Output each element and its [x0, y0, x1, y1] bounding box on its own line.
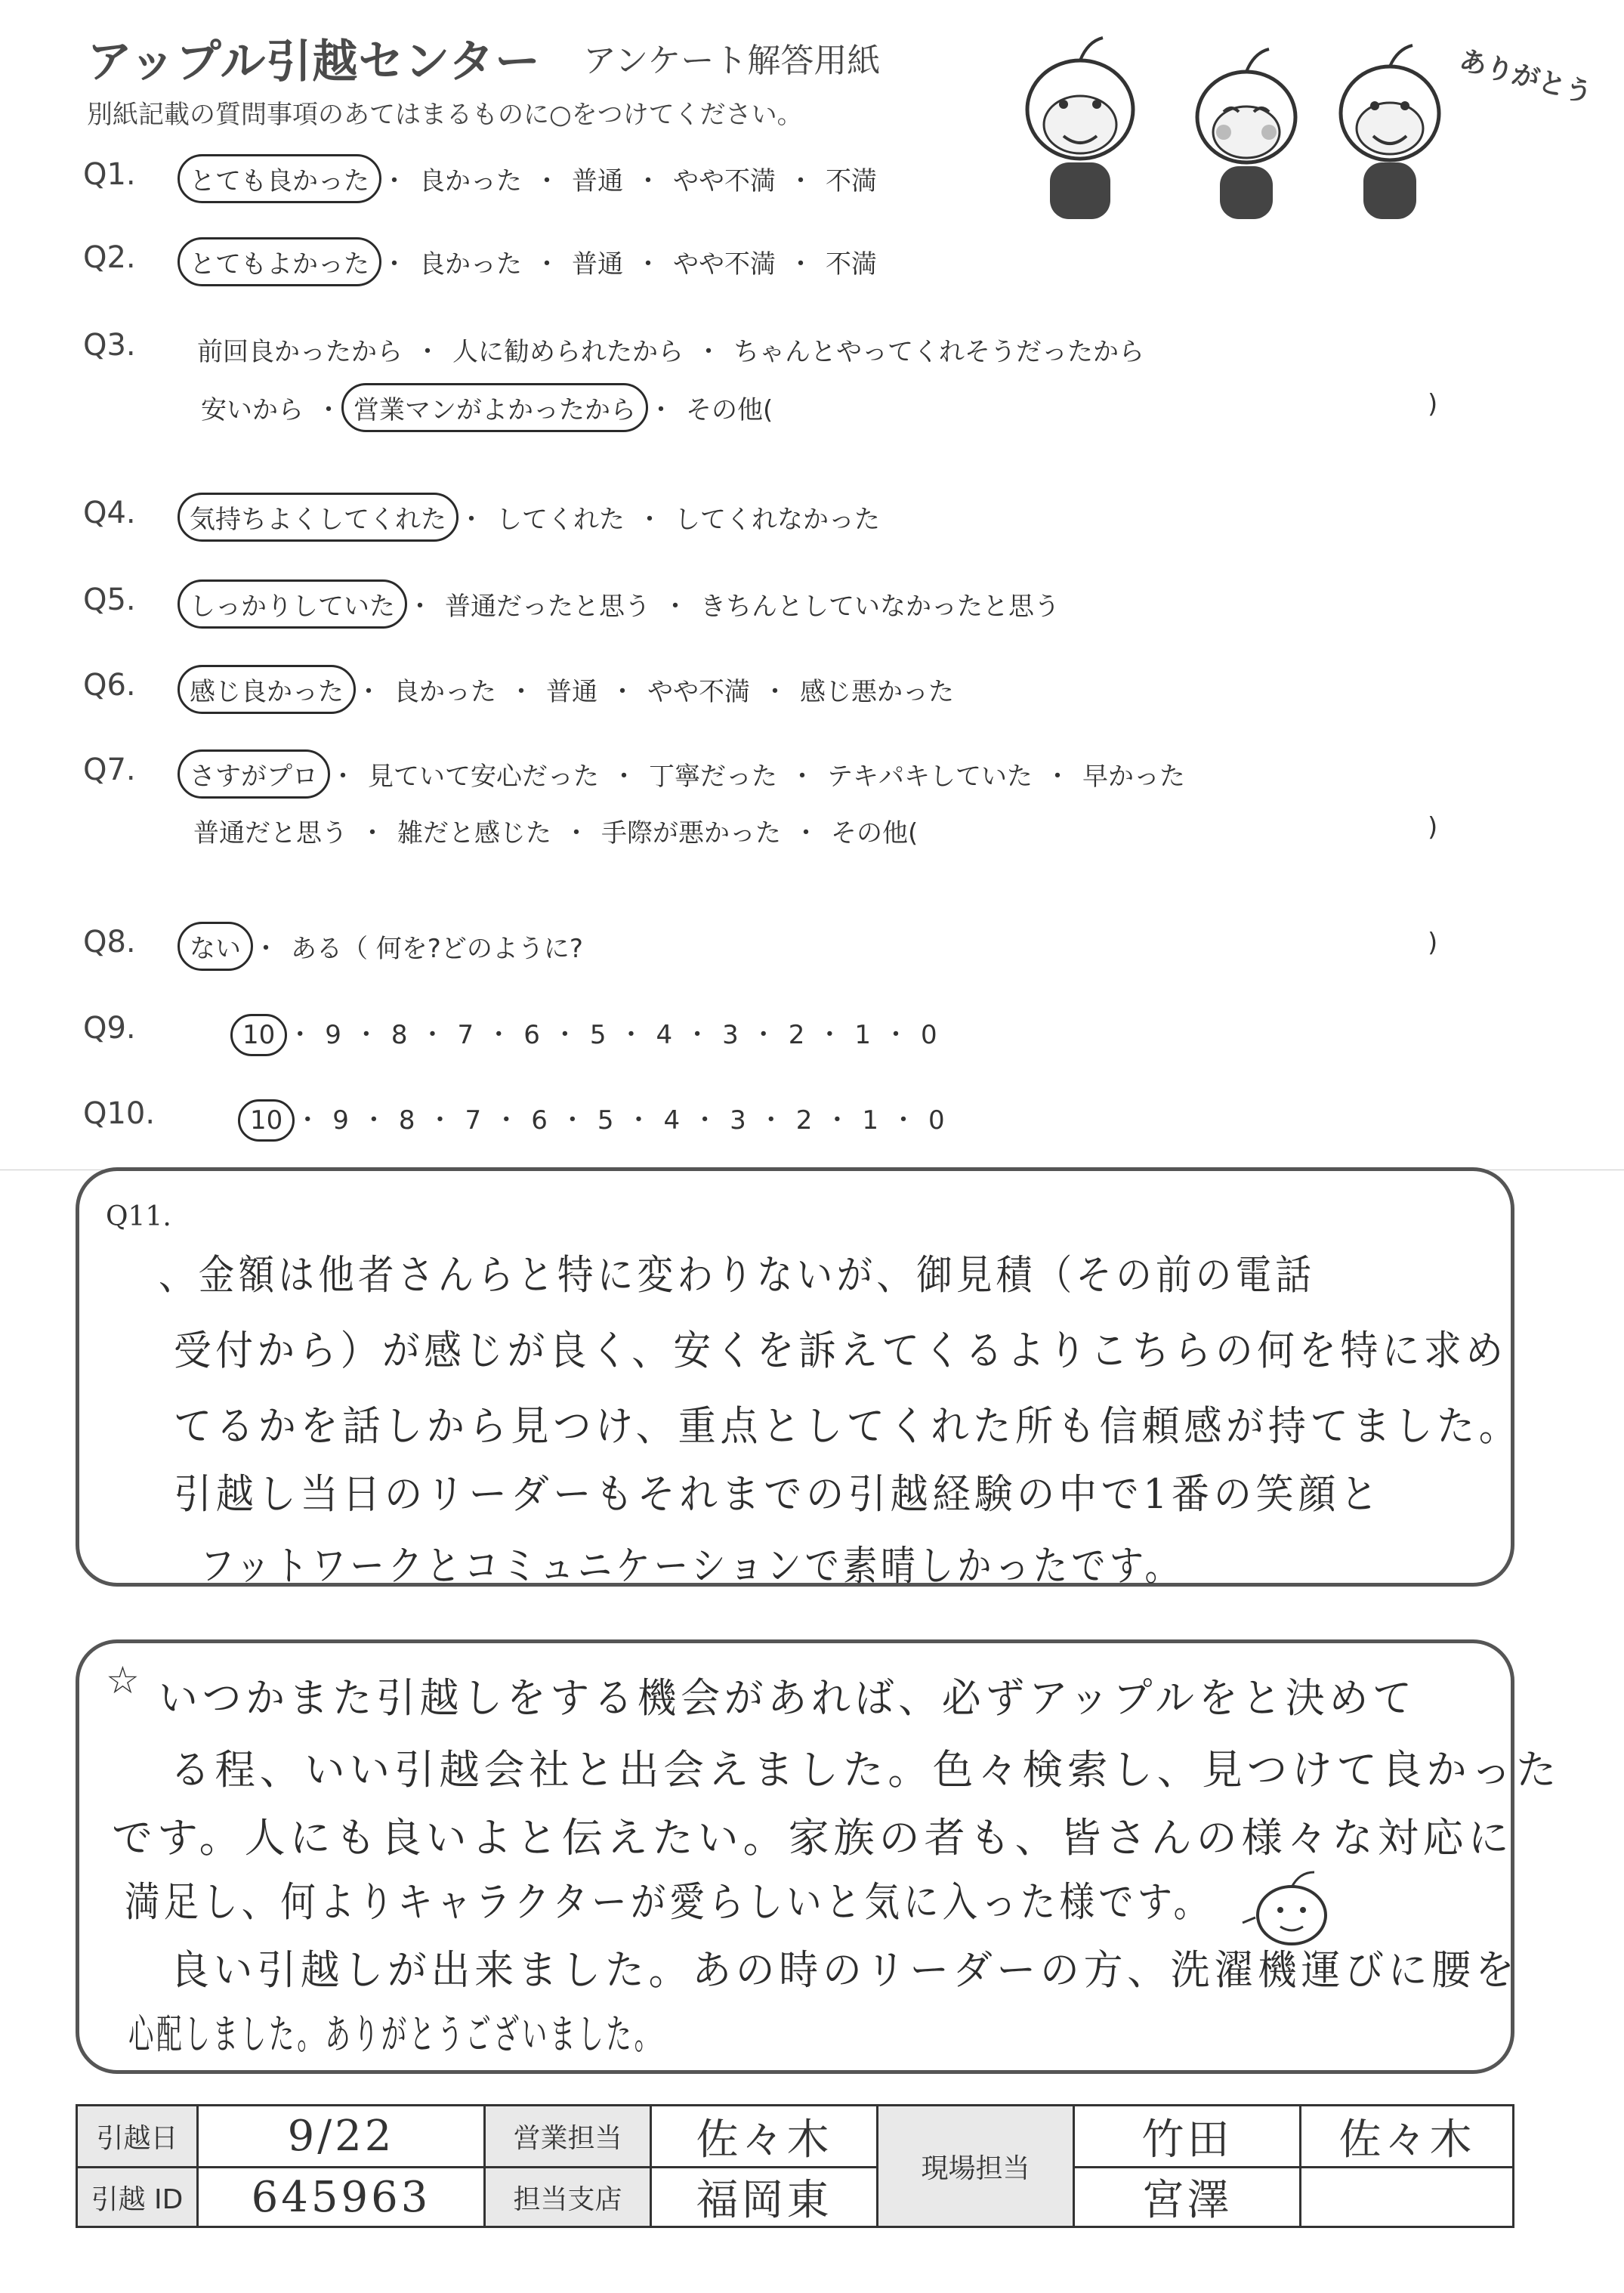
separator-dot: ・	[559, 1105, 585, 1136]
option[interactable]: 普通だったと思う	[445, 592, 650, 622]
separator-dot: ・	[662, 592, 688, 622]
option[interactable]: 見ていて安心だった	[368, 762, 599, 792]
option-circled[interactable]: ない	[185, 928, 245, 965]
site-staff-4-empty	[1301, 2168, 1512, 2226]
handwritten-line: 満足し、何よりキャラクターが愛らしいと気に入った様です。	[125, 1878, 1213, 1926]
separator-dot: ・	[817, 1020, 843, 1050]
option-row	[196, 389, 777, 426]
separator-dot: ・	[381, 249, 407, 280]
separator-dot: ・	[295, 1105, 321, 1136]
option[interactable]: 5	[589, 1020, 607, 1050]
separator-dot: ・	[1045, 762, 1070, 792]
separator-dot: ・	[415, 337, 440, 367]
option[interactable]: 雑だと感じた	[397, 818, 551, 848]
separator-dot: ・	[788, 166, 814, 196]
option-row	[185, 586, 1064, 623]
handwritten-line: いつかまた引越しをする機会があれば、必ずアップルをと決めて	[159, 1674, 1416, 1722]
option[interactable]: 1	[862, 1105, 879, 1136]
thanks-text: ありがとう	[1456, 45, 1596, 110]
option[interactable]: 不満	[826, 166, 877, 196]
question-label: Q9.	[83, 1011, 136, 1046]
option[interactable]: 普通	[546, 677, 597, 707]
separator-dot: ・	[316, 395, 341, 425]
handwritten-line: フットワークとコミュニケーションで素晴しかったです。	[200, 1542, 1183, 1590]
option[interactable]: 4	[656, 1020, 673, 1050]
survey-subtitle: アンケート解答用紙	[583, 42, 881, 80]
move-date-value: 9/22	[199, 2106, 486, 2166]
footer-table	[76, 2104, 1514, 2228]
separator-dot: ・	[883, 1020, 909, 1050]
close-paren: )	[1428, 928, 1438, 958]
question-label: Q4.	[83, 496, 136, 530]
option[interactable]: 普通	[572, 166, 623, 196]
option[interactable]: 良かった	[419, 166, 522, 196]
handwritten-line: 受付から）が感じが良く、安くを訴えてくるよりこちらの何を特に求め	[174, 1327, 1508, 1374]
handwritten-line: 心配しました。ありがとうございました。	[128, 2010, 662, 2058]
option[interactable]: 早かった	[1082, 762, 1185, 792]
option[interactable]: 8	[391, 1020, 408, 1050]
option-row	[245, 1099, 949, 1136]
separator-dot: ・	[824, 1105, 851, 1136]
separator-dot: ・	[637, 505, 662, 535]
handwritten-line: る程、いい引越会社と出会えました。色々検索し、見つけて良かった	[170, 1746, 1561, 1794]
separator-dot: ・	[534, 249, 560, 280]
separator-dot: ・	[419, 1020, 446, 1050]
survey-title: アップル引越センター	[87, 36, 541, 88]
handwritten-line: です。人にも良いよと伝えたい。家族の者も、皆さんの様々な対応に	[112, 1814, 1514, 1862]
monkey-mascot-icon	[1341, 45, 1439, 219]
option-circled[interactable]: 10	[238, 1020, 279, 1050]
handwritten-line: 引越し当日のリーダーもそれまでの引越経験の中で1番の笑顔と	[174, 1470, 1382, 1518]
separator-dot: ・	[360, 818, 385, 848]
q11-label: Q11.	[106, 1201, 171, 1232]
option[interactable]: 7	[457, 1020, 474, 1050]
option[interactable]: 0	[928, 1105, 945, 1136]
move-id-value: 645963	[199, 2168, 486, 2226]
option[interactable]: 人に勧められたから	[452, 337, 684, 367]
option[interactable]: 普通だと思う	[193, 818, 347, 848]
branch-label: 担当支店	[486, 2168, 652, 2226]
site-label: 現場担当	[878, 2106, 1075, 2226]
separator-dot: ・	[788, 249, 814, 280]
option[interactable]: 6	[531, 1105, 548, 1136]
row-divider	[78, 2166, 878, 2168]
question-label: Q6.	[83, 668, 136, 703]
separator-dot: ・	[635, 166, 661, 196]
row-divider	[1075, 2166, 1512, 2168]
option[interactable]: 3	[722, 1020, 739, 1050]
option-row	[189, 812, 922, 849]
close-paren: )	[1428, 389, 1438, 419]
option[interactable]: 9	[325, 1020, 341, 1050]
option[interactable]: 5	[597, 1105, 614, 1136]
option[interactable]: 3	[730, 1105, 746, 1136]
question-label: Q8.	[83, 925, 136, 960]
option[interactable]: テキパキしていた	[827, 762, 1033, 792]
monkey-face-doodle-icon	[1239, 1866, 1345, 1949]
option[interactable]: その他(	[831, 818, 919, 848]
option-circled[interactable]: 10	[245, 1105, 287, 1136]
site-staff-2: 宮澤	[1075, 2168, 1301, 2226]
option-circled[interactable]: しっかりしていた	[185, 586, 400, 623]
site-staff-3: 佐々木	[1338, 2115, 1475, 2165]
option[interactable]: きちんとしていなかったと思う	[700, 592, 1060, 622]
option[interactable]: 1	[854, 1020, 872, 1050]
option[interactable]: 感じ悪かった	[800, 677, 954, 707]
option-circled[interactable]: とてもよかった	[185, 243, 374, 280]
question-label: Q5.	[83, 583, 136, 617]
option[interactable]: してくれた	[496, 505, 625, 535]
separator-dot: ・	[789, 762, 815, 792]
option[interactable]: 良かった	[419, 249, 522, 280]
option-circled[interactable]: とても良かった	[185, 160, 374, 197]
option-row	[238, 1014, 942, 1051]
separator-dot: ・	[758, 1105, 784, 1136]
sales-label: 営業担当	[486, 2106, 652, 2166]
separator-dot: ・	[360, 1105, 387, 1136]
option[interactable]: 0	[921, 1020, 937, 1050]
separator-dot: ・	[563, 818, 589, 848]
option[interactable]: 2	[788, 1020, 805, 1050]
option[interactable]: 8	[398, 1105, 415, 1136]
option-row	[185, 243, 881, 280]
separator-dot: ・	[648, 395, 674, 425]
separator-dot: ・	[551, 1020, 578, 1050]
option[interactable]: ある（ 何を?どのように?	[291, 934, 583, 964]
option[interactable]: ちゃんとやってくれそうだったから	[733, 337, 1144, 367]
separator-dot: ・	[762, 677, 788, 707]
question-label: Q10.	[83, 1096, 156, 1131]
separator-dot: ・	[618, 1020, 644, 1050]
q11-answer-box	[76, 1167, 1514, 1587]
option[interactable]: 前回良かったから	[197, 337, 403, 367]
option[interactable]: やや不満	[647, 677, 750, 707]
option[interactable]: 7	[465, 1105, 482, 1136]
option[interactable]: 不満	[826, 249, 877, 280]
option[interactable]: 丁寧だった	[649, 762, 777, 792]
option-circled[interactable]: 営業マンがよかったから	[349, 389, 641, 426]
instruction-text: 別紙記載の質問事項のあてはまるものに○をつけてください。	[87, 100, 803, 130]
separator-dot: ・	[684, 1020, 711, 1050]
option-circled[interactable]: 感じ良かった	[185, 671, 348, 708]
branch-value: 福岡東	[652, 2168, 878, 2226]
option[interactable]: 手際が悪かった	[601, 818, 781, 848]
separator-dot: ・	[508, 677, 534, 707]
star-mark: ☆	[106, 1658, 140, 1702]
monkey-mascot-icon	[1027, 38, 1133, 219]
separator-dot: ・	[407, 592, 433, 622]
separator-dot: ・	[625, 1105, 652, 1136]
option[interactable]: 安いから	[201, 395, 304, 425]
option[interactable]: 2	[795, 1105, 813, 1136]
separator-dot: ・	[696, 337, 721, 367]
question-label: Q1.	[83, 157, 136, 192]
separator-dot: ・	[891, 1105, 917, 1136]
mascot-group	[997, 23, 1596, 234]
separator-dot: ・	[750, 1020, 776, 1050]
close-paren: )	[1428, 812, 1438, 842]
site-staff-1: 竹田	[1075, 2106, 1301, 2166]
separator-dot: ・	[356, 677, 381, 707]
monkey-mascot-icon	[1197, 49, 1295, 219]
separator-dot: ・	[793, 818, 819, 848]
separator-dot: ・	[610, 677, 635, 707]
option-row	[193, 331, 1149, 368]
separator-dot: ・	[353, 1020, 379, 1050]
option-row	[185, 756, 1190, 793]
option[interactable]: 9	[332, 1105, 349, 1136]
move-date-label: 引越日	[78, 2106, 199, 2166]
separator-dot: ・	[611, 762, 637, 792]
separator-dot: ・	[493, 1105, 520, 1136]
option[interactable]: 4	[663, 1105, 681, 1136]
option[interactable]: その他(	[686, 395, 773, 425]
separator-dot: ・	[458, 505, 484, 535]
option-row	[185, 160, 881, 197]
separator-dot: ・	[381, 166, 407, 196]
handwritten-line: 良い引越しが出来ました。あの時のリーダーの方、洗濯機運びに腰を	[170, 1946, 1519, 1994]
separator-dot: ・	[330, 762, 356, 792]
handwritten-line: 、金額は他者さんらと特に変わりないが、御見積（その前の電話	[159, 1251, 1316, 1299]
separator-dot: ・	[287, 1020, 313, 1050]
option[interactable]: 6	[523, 1020, 540, 1050]
separator-dot: ・	[534, 166, 560, 196]
option[interactable]: 良かった	[394, 677, 496, 707]
option[interactable]: やや不満	[673, 249, 776, 280]
separator-dot: ・	[253, 934, 279, 964]
option-row	[185, 671, 959, 708]
option[interactable]: やや不満	[673, 166, 776, 196]
sales-value: 佐々木	[652, 2106, 878, 2166]
option[interactable]: してくれなかった	[675, 505, 880, 535]
option-circled[interactable]: さすがプロ	[185, 756, 323, 793]
option-row	[185, 928, 588, 965]
separator-dot: ・	[427, 1105, 453, 1136]
move-id-label: 引越 ID	[78, 2168, 199, 2226]
question-label: Q7.	[83, 752, 136, 787]
option[interactable]: 普通	[572, 249, 623, 280]
separator-dot: ・	[486, 1020, 512, 1050]
option-row	[185, 499, 885, 536]
question-label: Q2.	[83, 240, 136, 275]
separator-dot: ・	[692, 1105, 718, 1136]
option-circled[interactable]: 気持ちよくしてくれた	[185, 499, 451, 536]
question-label: Q3.	[83, 328, 136, 363]
separator-dot: ・	[635, 249, 661, 280]
handwritten-line: てるかを話しから見つけ、重点としてくれた所も信頼感が持てました。	[174, 1402, 1521, 1450]
